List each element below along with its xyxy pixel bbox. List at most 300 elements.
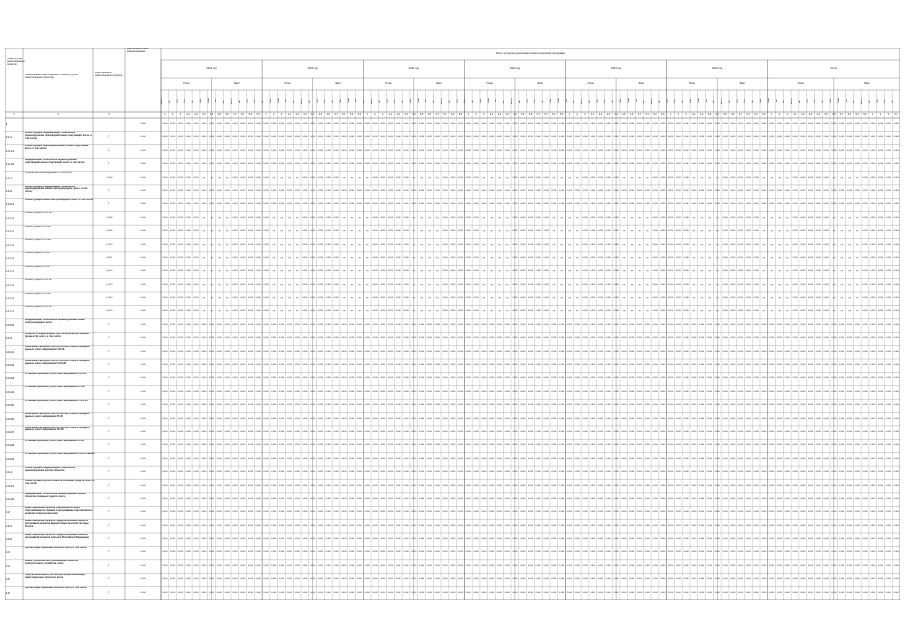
row-value: 0,000 (473, 578, 479, 581)
row-value: 0,000 (675, 283, 681, 286)
row-value: 0,000 (582, 297, 588, 300)
row-value: нд (630, 176, 633, 179)
header-column-number: 3 (179, 113, 182, 116)
row-value: 0,000 (629, 538, 635, 541)
row-value: 0,000 (559, 337, 565, 340)
row-value: нд (225, 176, 229, 179)
row-value: 0,000 (885, 591, 891, 594)
row-value: 0,000 (473, 256, 479, 259)
row-value: 0,000 (535, 256, 541, 259)
row-value: нд (715, 310, 719, 313)
row-value: 0,000 (800, 538, 806, 541)
row-value: 0,000 (644, 564, 650, 567)
row-value: 0,000 (504, 484, 510, 487)
row-financing-value: 0,000 (140, 457, 146, 460)
row-value: 0,000 (356, 511, 362, 514)
row-value: 0,000 (683, 136, 689, 139)
row-value: 0,000 (831, 123, 837, 125)
row-value: 0,000 (512, 350, 518, 353)
row-value: 0,000 (224, 564, 230, 567)
row-value: 0,000 (387, 377, 394, 380)
row-value: 0,000 (255, 551, 261, 554)
header-subcolumn: МВА (837, 98, 840, 104)
row-value: 0,000 (208, 390, 215, 393)
row-value: 0,000 (730, 230, 736, 233)
row-value: 0,000 (644, 364, 650, 366)
row-value: 0,000 (582, 417, 588, 420)
row-value: 0,000 (341, 136, 347, 139)
row-value: 0,000 (310, 270, 316, 273)
header-column-number: 4.5 (622, 113, 626, 116)
row-value: 0,000 (776, 551, 783, 554)
row-value: 0,000 (333, 337, 339, 340)
header-year: 2021 год (408, 67, 419, 70)
row-value: 0,000 (667, 270, 674, 273)
row-value: 0,000 (201, 551, 207, 554)
row-value: 0,000 (403, 444, 409, 447)
row-value: 0,000 (831, 538, 837, 541)
row-value: 0,000 (862, 189, 868, 192)
row-value: 0,000 (442, 243, 448, 246)
row-id: J_0008 (105, 216, 113, 219)
row-value: 0,000 (613, 189, 619, 192)
row-value: 0,000 (341, 564, 347, 567)
row-financing-value: 0,000 (140, 270, 146, 273)
row-value: 0,000 (240, 564, 246, 567)
row-value: 0,000 (240, 484, 246, 487)
row-value: 0,000 (893, 243, 899, 246)
header-subcolumn: ВН (588, 99, 591, 103)
row-value: 0,000 (831, 377, 837, 380)
row-value: 0,000 (714, 471, 720, 474)
row-value: 0,000 (426, 417, 432, 420)
row-value: 0,000 (652, 377, 658, 380)
row-value: 0,000 (387, 163, 394, 166)
row-id: Г (108, 551, 110, 554)
row-value: 0,000 (597, 578, 604, 581)
row-value: 0,000 (216, 551, 222, 554)
row-value: 0,000 (784, 457, 790, 460)
row-value: 0,000 (302, 136, 308, 139)
row-value: нд (482, 230, 485, 233)
row-value: 0,000 (333, 176, 339, 179)
header-column-number: 4.3 (404, 113, 408, 116)
row-value: 0,000 (162, 578, 168, 581)
row-value: 0,000 (325, 350, 331, 353)
row-value: 0,000 (776, 404, 783, 407)
row-value: 0,000 (893, 256, 899, 259)
row-value: 0,000 (815, 364, 821, 366)
row-value: 0,000 (722, 297, 728, 300)
row-value: нд (365, 216, 369, 219)
row-value: 0,000 (792, 149, 798, 152)
row-value: 0,000 (714, 484, 720, 487)
row-value: нд (288, 176, 291, 179)
row-value: 0,000 (185, 377, 191, 380)
row-value: нд (708, 270, 711, 273)
header-subcolumn: НН (192, 99, 195, 103)
row-value: 0,000 (317, 297, 324, 300)
row-value: 0,000 (193, 471, 199, 474)
header-subcolumn: НН (332, 99, 335, 103)
row-value: 0,000 (162, 377, 168, 380)
row-value: 0,000 (652, 364, 658, 366)
row-value: 0,000 (465, 538, 471, 541)
row-value: 0,000 (418, 323, 425, 326)
row-value: 0,000 (201, 591, 207, 594)
row-value: 0,000 (418, 524, 425, 527)
row-value: 0,000 (800, 283, 806, 286)
row-value: 0,000 (870, 591, 876, 594)
row-value: 0,000 (520, 216, 526, 219)
row-value: 0,000 (800, 310, 806, 313)
row-value: 0,000 (457, 497, 464, 500)
row-value: 0,000 (644, 123, 650, 125)
row-value: 0,000 (613, 230, 619, 233)
row-value: 0,000 (590, 337, 596, 340)
row-value: нд (365, 310, 369, 313)
row-value: 0,000 (286, 323, 292, 326)
row-value: 0,000 (177, 444, 184, 447)
row-value: 0,000 (185, 497, 191, 500)
row-value: 0,000 (745, 564, 751, 567)
row-value: 0,000 (862, 578, 868, 581)
row-value: 0,000 (535, 578, 541, 581)
row-value: нд (420, 216, 423, 219)
row-value: 0,000 (582, 564, 588, 567)
row-value: 0,000 (792, 216, 798, 219)
row-financing-value: 0,000 (140, 149, 146, 152)
header-subcolumn: СН2 (674, 98, 677, 104)
row-value: нд (412, 297, 415, 300)
row-value: нд (272, 270, 275, 273)
row-value: нд (832, 216, 836, 219)
row-value: 0,000 (426, 364, 432, 366)
row-value: 0,000 (737, 149, 744, 152)
row-value: 0,000 (629, 430, 635, 433)
row-value: 0,000 (769, 189, 775, 192)
row-value: 0,000 (893, 189, 899, 192)
row-value: 0,000 (745, 578, 751, 581)
row-value: 0,000 (232, 484, 238, 487)
row-value: нд (202, 230, 205, 233)
row-value: 0,000 (162, 538, 168, 541)
row-value: 0,000 (348, 457, 355, 460)
row-value: нд (342, 176, 345, 179)
header-column-number: 5.2 (653, 113, 657, 116)
row-value: 0,000 (310, 216, 316, 219)
row-value: 0,000 (691, 377, 697, 380)
row-value: 0,000 (683, 524, 689, 527)
row-value: 0,000 (823, 551, 829, 554)
row-value: 0,000 (185, 256, 191, 259)
row-value: 0,000 (699, 417, 705, 420)
row-value: нд (840, 310, 843, 313)
header-subcolumn: Всего (651, 98, 654, 104)
header-subcolumn: ВН (168, 99, 171, 103)
row-value: 0,000 (543, 136, 549, 139)
row-value: 0,000 (675, 551, 681, 554)
row-value: 0,000 (753, 256, 759, 259)
row-value: 0,000 (597, 216, 604, 219)
row-value: 0,000 (691, 497, 697, 500)
row-value: 0,000 (380, 551, 386, 554)
row-value: 0,000 (535, 457, 541, 460)
row-value: 0,000 (247, 497, 254, 500)
row-value: 0,000 (263, 149, 269, 152)
row-value: 0,000 (815, 417, 821, 420)
row-value: 0,000 (784, 390, 790, 393)
row-code: 1.1.2.1 (6, 230, 14, 234)
row-value: 0,000 (224, 323, 230, 326)
row-value: нд (295, 256, 299, 259)
row-value: 0,000 (170, 390, 176, 393)
row-id: Г (108, 364, 110, 366)
row-value: 0,000 (660, 417, 666, 420)
row-value: нд (770, 256, 773, 259)
row-value: 0,000 (170, 538, 176, 541)
row-value: 0,000 (348, 323, 355, 326)
row-value: 0,000 (590, 216, 596, 219)
row-value: 0,000 (722, 203, 728, 206)
row-value: 0,000 (605, 511, 611, 514)
header-subcolumn: км (705, 99, 708, 103)
row-value: 0,000 (255, 243, 261, 246)
row-value: 0,000 (450, 323, 456, 326)
header-column-number: 4.3 (606, 113, 610, 116)
row-value: 0,000 (660, 538, 666, 541)
row-value: 0,000 (450, 511, 456, 514)
row-financing-value: 0,000 (140, 538, 146, 541)
row-value: 0,000 (636, 337, 642, 340)
row-value: нд (848, 243, 851, 246)
row-value: 0,000 (356, 551, 362, 554)
row-value: 0,000 (418, 350, 425, 353)
row-value: нд (498, 216, 501, 219)
row-value: 0,000 (745, 216, 751, 219)
row-value: 0,000 (442, 377, 448, 380)
row-name: Реконструкция КЛ 10 кВ (25, 239, 51, 242)
row-value: 0,000 (807, 123, 814, 125)
row-value: 0,000 (418, 551, 425, 554)
row-value: 0,000 (551, 457, 557, 460)
row-value: нд (412, 283, 415, 286)
row-value: 0,000 (520, 203, 526, 206)
row-value: 0,000 (442, 471, 448, 474)
row-value: 0,000 (543, 323, 549, 326)
header-column-number: 1 (872, 113, 874, 116)
row-id: Г (108, 390, 110, 393)
row-value: 0,000 (520, 457, 526, 460)
row-value: 0,000 (177, 511, 184, 514)
row-value: 0,000 (566, 538, 572, 541)
row-value: 0,000 (800, 297, 806, 300)
row-value: нд (692, 243, 696, 246)
row-value: 0,000 (870, 390, 876, 393)
row-value: нд (280, 243, 283, 246)
row-value: 0,000 (559, 551, 565, 554)
row-value: 0,000 (294, 484, 300, 487)
row-value: 0,000 (846, 337, 853, 340)
row-value: 0,000 (652, 430, 658, 433)
row-value: 0,000 (815, 377, 821, 380)
row-value: 0,000 (722, 417, 728, 420)
row-value: 0,000 (488, 484, 495, 487)
row-value: нд (856, 256, 859, 259)
row-value: 0,000 (862, 149, 868, 152)
row-name: Новое строительство и расширение объектов электросетевого хозяйства, всего (25, 560, 79, 566)
row-value: 0,000 (535, 176, 541, 179)
row-value: 0,000 (240, 123, 246, 125)
row-value: 0,000 (870, 256, 876, 259)
row-value: 0,000 (535, 430, 541, 433)
row-value: 0,000 (675, 471, 681, 474)
row-id: Г (108, 484, 110, 487)
row-value: 0,000 (177, 417, 184, 420)
row-value: 0,000 (232, 377, 238, 380)
row-value: нд (692, 297, 696, 300)
row-value: 0,000 (761, 350, 767, 353)
row-value: 0,000 (660, 337, 666, 340)
row-value: 0,000 (862, 256, 868, 259)
row-value: 0,000 (442, 444, 448, 447)
row-value: 0,000 (333, 256, 339, 259)
row-value: 0,000 (333, 444, 339, 447)
row-value: 0,000 (387, 216, 394, 219)
row-value: 0,000 (364, 591, 370, 594)
row-value: 0,000 (823, 404, 829, 407)
row-value: 0,000 (730, 350, 736, 353)
row-value: 0,000 (481, 189, 487, 192)
row-value: 0,000 (162, 564, 168, 567)
row-value: 0,000 (255, 511, 261, 514)
row-value: нд (295, 270, 299, 273)
row-value: 0,000 (473, 417, 479, 420)
row-value: 0,000 (784, 350, 790, 353)
row-value: 0,000 (162, 297, 168, 300)
row-value: 0,000 (193, 444, 199, 447)
row-value: 0,000 (403, 364, 409, 366)
row-value: нд (856, 283, 859, 286)
row-value: 0,000 (333, 230, 339, 233)
row-value: 0,000 (240, 524, 246, 527)
row-value: 0,000 (722, 377, 728, 380)
row-value: 0,000 (714, 163, 720, 166)
row-value: 0,000 (263, 203, 269, 206)
row-value: 0,000 (543, 497, 549, 500)
row-value: 0,000 (356, 538, 362, 541)
row-financing-value: 0,000 (140, 377, 146, 380)
row-value: 0,000 (893, 538, 899, 541)
row-value: нд (505, 270, 509, 273)
row-value: 0,000 (893, 578, 899, 581)
header-fact: Факт (739, 82, 746, 85)
row-value: 0,000 (885, 564, 891, 567)
row-value: 0,000 (862, 430, 868, 433)
row-value: 0,000 (784, 591, 790, 594)
row-value: 0,000 (667, 176, 674, 179)
row-value: 0,000 (831, 404, 837, 407)
row-value: 0,000 (551, 417, 557, 420)
row-value: 0,000 (387, 310, 394, 313)
row-value: нд (692, 270, 696, 273)
row-value: 0,000 (450, 497, 456, 500)
row-value: 0,000 (271, 189, 277, 192)
row-value: 0,000 (870, 189, 876, 192)
row-code: 1.1.3.7 (6, 430, 14, 434)
row-value: 0,000 (605, 176, 611, 179)
row-value: 0,000 (333, 149, 339, 152)
row-value: 0,000 (450, 216, 456, 219)
row-value: 0,000 (255, 310, 261, 313)
row-value: 0,000 (450, 444, 456, 447)
row-value: 0,000 (247, 524, 254, 527)
row-value: 0,000 (247, 564, 254, 567)
row-value: 0,000 (862, 310, 868, 313)
row-value: 0,000 (590, 149, 596, 152)
row-value: 0,000 (605, 136, 611, 139)
row-name: Включение приборов учета в систему сбора и передачи данных, класс напряжения 0,22 кВ (25, 346, 90, 352)
row-value: 0,000 (162, 176, 168, 179)
row-value: 0,000 (364, 136, 370, 139)
row-value: 0,000 (162, 484, 168, 487)
row-value: нд (832, 297, 836, 300)
row-value: 0,000 (372, 203, 378, 206)
row-value: 0,000 (527, 123, 534, 125)
header-subcolumn: МВт (409, 98, 412, 104)
row-value: 0,000 (216, 350, 222, 353)
row-value: 0,000 (543, 377, 549, 380)
row-value: 0,000 (387, 471, 394, 474)
row-value: 0,000 (877, 471, 884, 474)
row-code: 1.1.3 (6, 337, 12, 341)
row-code: 1.1.4 (6, 471, 12, 475)
row-value: 0,000 (278, 163, 285, 166)
row-value: 0,000 (652, 136, 658, 139)
row-value: 0,000 (348, 578, 355, 581)
row-value: 0,000 (807, 417, 814, 420)
row-value: 0,000 (317, 364, 324, 366)
row-value: 0,000 (512, 297, 518, 300)
header-subcolumn: ВН (868, 99, 871, 103)
row-value: 0,000 (730, 471, 736, 474)
row-value: 0,000 (216, 444, 222, 447)
row-value: 0,000 (333, 457, 339, 460)
row-value: 0,000 (839, 591, 845, 594)
row-value: 0,000 (675, 377, 681, 380)
row-value: 0,000 (551, 484, 557, 487)
row-value: 0,000 (629, 524, 635, 527)
row-code: 1.1.2.1 (6, 216, 14, 220)
row-value: 0,000 (745, 256, 751, 259)
row-value: 0,000 (559, 404, 565, 407)
row-value: нд (218, 283, 221, 286)
row-value: 0,000 (418, 364, 425, 366)
row-value: 0,000 (496, 430, 502, 433)
row-value: 0,000 (613, 578, 619, 581)
row-value: 0,000 (551, 123, 557, 125)
row-value: 0,000 (800, 417, 806, 420)
row-value: 0,000 (247, 176, 254, 179)
row-value: 0,000 (730, 256, 736, 259)
row-value: 0,000 (278, 136, 285, 139)
row-value: 0,000 (185, 551, 191, 554)
header-subcolumn: Всего (231, 98, 233, 104)
row-value: 0,000 (613, 136, 619, 139)
row-value: 0,000 (784, 163, 790, 166)
row-value: 0,000 (877, 189, 884, 192)
row-value: 0,000 (667, 524, 674, 527)
